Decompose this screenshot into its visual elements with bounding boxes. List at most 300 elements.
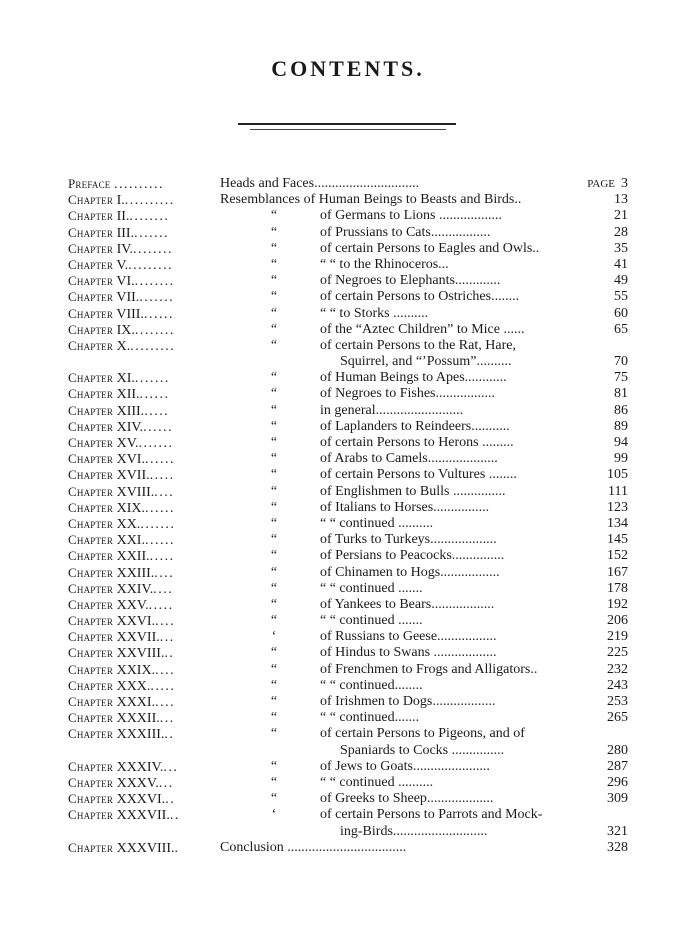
dot-leader: .....	[149, 468, 175, 484]
chapter-label	[68, 484, 220, 501]
toc-entry	[68, 548, 628, 564]
chapter-number: XXXII.	[116, 711, 160, 727]
chapter-number: XIV.	[116, 419, 144, 435]
page-number-value: 225	[607, 645, 628, 661]
chapter-title	[320, 710, 598, 726]
page-number	[598, 257, 628, 273]
chapter-number: II.	[116, 209, 130, 225]
dot-leader: ...	[159, 630, 175, 646]
chapter-title-line: of Germans to Lions ..................	[320, 208, 502, 224]
ditto-mark: “	[270, 256, 278, 272]
toc-entry	[68, 257, 628, 273]
dot-leader: ......	[139, 387, 170, 403]
page-number	[598, 273, 628, 289]
page-number-value: 70	[614, 354, 628, 370]
chapter-title-line-2: Spaniards to Cocks ...............	[340, 742, 505, 758]
chapter-title	[320, 225, 598, 241]
ditto-mark: “	[270, 564, 278, 580]
chapter-title-line: “ “ to the Rhinoceros...	[320, 256, 449, 272]
chapter-label	[68, 306, 220, 323]
dot-leader: ....	[155, 695, 176, 711]
chapter-label	[68, 241, 220, 258]
chapter-title-line: “ “ continued ..........	[320, 515, 434, 531]
ditto-mark: “	[270, 499, 278, 515]
chapter-number: XI.	[116, 371, 135, 387]
page-number	[598, 241, 628, 257]
chapter-label	[68, 322, 220, 339]
chapter-label	[68, 516, 220, 533]
chapter-title	[320, 565, 598, 581]
chapter-label	[68, 532, 220, 549]
chapter-title-line: of certain Persons to Pigeons, and of	[320, 726, 525, 742]
chapter-keyword: Chapter	[68, 694, 114, 710]
chapter-title	[320, 694, 598, 710]
chapter-title-line: “ “ continued .......	[320, 580, 423, 596]
toc-entry	[68, 338, 628, 370]
toc-entry	[68, 403, 628, 419]
chapter-keyword: Chapter	[68, 645, 114, 661]
ditto-mark: “	[270, 467, 278, 483]
dot-leader: .........	[130, 338, 176, 354]
chapter-title-line: “ “ continued........	[320, 677, 423, 693]
chapter-number: XXXIII.	[116, 727, 165, 743]
dot-leader: ........	[133, 241, 174, 257]
page-number	[598, 516, 628, 532]
page-number	[598, 678, 628, 694]
ditto-mark: “	[270, 580, 278, 596]
dot-leader: .......	[139, 290, 175, 306]
ditto-mark: ‘	[271, 807, 277, 823]
chapter-keyword: Chapter	[68, 256, 114, 272]
page-number	[598, 710, 628, 726]
page-number-value: 287	[607, 758, 628, 774]
chapter-title	[320, 726, 598, 758]
chapter-label	[68, 775, 220, 792]
dot-leader: ...	[158, 775, 174, 791]
page-number	[598, 743, 628, 759]
dot-leader: .....	[144, 403, 170, 419]
toc-entry	[68, 840, 628, 856]
page-number-value: 265	[607, 710, 628, 726]
chapter-number: XX.	[116, 516, 141, 532]
page-number	[598, 759, 628, 775]
dot-leader: ..	[164, 727, 175, 743]
chapter-title	[320, 386, 598, 402]
toc-entry	[68, 467, 628, 483]
dot-leader: ....	[155, 662, 176, 678]
chapter-title-line: of Persians to Peacocks...............	[320, 548, 505, 564]
chapter-number: XXIV.	[116, 581, 154, 597]
chapter-title	[320, 208, 598, 224]
ditto-mark: “	[270, 208, 278, 224]
chapter-title-line: Heads and Faces..............................	[220, 176, 420, 191]
ditto-mark: “	[270, 791, 278, 807]
toc-entry	[68, 192, 628, 208]
chapter-keyword: Chapter	[68, 240, 114, 256]
chapter-title	[320, 678, 598, 694]
chapter-title-line: of certain Persons to Herons .........	[320, 435, 514, 451]
chapter-label	[68, 597, 220, 614]
page-number-value: 123	[607, 499, 628, 515]
ditto-mark: “	[270, 402, 278, 418]
toc-entry	[68, 613, 628, 629]
chapter-keyword: Chapter	[68, 661, 114, 677]
chapter-keyword: Preface	[68, 176, 111, 191]
chapter-number: V.	[116, 257, 129, 273]
page-number	[598, 192, 628, 208]
chapter-label	[68, 678, 220, 695]
chapter-keyword: Chapter	[68, 774, 114, 790]
chapter-title	[320, 791, 598, 807]
chapter-title-line: of Turks to Turkeys...................	[320, 532, 497, 548]
chapter-title-line: of Jews to Goats......................	[320, 758, 490, 774]
chapter-label	[68, 370, 220, 387]
chapter-label	[68, 435, 220, 452]
page-number-value: 3	[621, 176, 628, 191]
toc-entry	[68, 678, 628, 694]
ditto-mark: “	[270, 726, 278, 742]
chapter-number: XXXI.	[116, 695, 156, 711]
chapter-title-line: Resemblances of Human Beings to Beasts and Birds..	[220, 192, 522, 208]
chapter-keyword: Chapter	[68, 807, 114, 823]
chapter-number: XXVIII.	[116, 646, 165, 662]
chapter-keyword: Chapter	[68, 370, 114, 386]
chapter-label	[68, 613, 220, 630]
chapter-label	[68, 208, 220, 225]
chapter-title	[320, 759, 598, 775]
chapter-label	[68, 419, 220, 436]
toc-entry	[68, 322, 628, 338]
chapter-number: I.	[116, 193, 125, 209]
dot-leader: .......	[140, 516, 176, 532]
chapter-label	[68, 257, 220, 274]
ditto-mark: “	[270, 370, 278, 386]
toc-entry	[68, 710, 628, 726]
dot-leader: ..	[169, 808, 180, 824]
chapter-title	[320, 629, 598, 645]
page-number	[598, 322, 628, 338]
dot-leader: ....	[153, 581, 174, 597]
page-number-value: 49	[614, 273, 628, 289]
chapter-keyword: Chapter	[68, 758, 114, 774]
chapter-keyword: Chapter	[68, 564, 114, 580]
toc-entry	[68, 306, 628, 322]
chapter-number: XXV.	[116, 597, 149, 613]
chapter-keyword: Chapter	[68, 402, 114, 418]
page-number	[598, 532, 628, 548]
chapter-keyword: Chapter	[68, 208, 114, 224]
chapter-label	[68, 645, 220, 662]
dot-leader: ........	[134, 274, 175, 290]
chapter-title-line-2: Squirrel, and “’Possum”..........	[340, 354, 512, 370]
chapter-title-line: of Frenchmen to Frogs and Alligators..	[320, 661, 538, 677]
chapter-title-line: of Hindus to Swans ..................	[320, 645, 497, 661]
chapter-keyword: Chapter	[68, 548, 114, 564]
chapter-title	[220, 176, 598, 192]
chapter-title	[320, 419, 598, 435]
page-number-value: 81	[614, 386, 628, 402]
toc-entry	[68, 807, 628, 839]
dot-leader: ........	[129, 209, 170, 225]
ditto-mark: “	[270, 774, 278, 790]
chapter-label	[68, 662, 220, 679]
page-column-label: PAGE	[587, 178, 615, 190]
toc-entry	[68, 500, 628, 516]
chapter-title-line: of Russians to Geese.................	[320, 629, 497, 645]
page-number	[598, 419, 628, 435]
page-number	[598, 289, 628, 305]
ditto-mark: “	[270, 289, 278, 305]
chapter-number: VII.	[116, 290, 140, 306]
page-number-value: 321	[607, 823, 628, 839]
page-number-value: 105	[607, 467, 628, 483]
page-number-value: 89	[614, 418, 628, 434]
page-number	[598, 645, 628, 661]
dot-leader: ....	[155, 614, 176, 630]
dot-leader: ........	[134, 322, 175, 338]
page-number	[598, 775, 628, 791]
chapter-keyword: Chapter	[68, 467, 114, 483]
chapter-title	[320, 500, 598, 516]
toc-entry	[68, 435, 628, 451]
chapter-keyword: Chapter	[68, 192, 114, 208]
chapter-title-line: “ “ continued .......	[320, 613, 423, 629]
page-number-value: 94	[614, 435, 628, 451]
ditto-mark: “	[270, 240, 278, 256]
chapter-title	[320, 273, 598, 289]
chapter-title-line: of certain Persons to the Rat, Hare,	[320, 337, 516, 353]
dot-leader: ......	[144, 500, 175, 516]
dot-leader: ..	[164, 646, 175, 662]
page-number	[598, 629, 628, 645]
page-number-value: 99	[614, 451, 628, 467]
chapter-label	[68, 791, 220, 808]
chapter-keyword: Chapter	[68, 483, 114, 499]
chapter-label	[68, 548, 220, 565]
chapter-title-line: of Italians to Horses................	[320, 499, 490, 515]
page-number	[598, 613, 628, 629]
chapter-title	[320, 467, 598, 483]
chapter-number: XXI.	[116, 533, 145, 549]
dot-leader: .......	[134, 371, 170, 387]
chapter-title	[320, 451, 598, 467]
chapter-title	[320, 370, 598, 386]
dot-leader: .........	[128, 257, 174, 273]
toc-entry	[68, 289, 628, 305]
chapter-keyword: Chapter	[68, 273, 114, 289]
page-number-value: 253	[607, 694, 628, 710]
chapter-number: XXX.	[116, 678, 151, 694]
chapter-number: XXVI.	[116, 614, 156, 630]
chapter-keyword: Chapter	[68, 418, 114, 434]
chapter-title	[320, 662, 598, 678]
toc-entry	[68, 386, 628, 402]
chapter-label	[68, 500, 220, 517]
toc-entry	[68, 273, 628, 289]
page-number	[558, 176, 628, 192]
chapter-keyword: Chapter	[68, 515, 114, 531]
page-number-value: 328	[607, 839, 628, 855]
dot-leader: ......	[144, 533, 175, 549]
chapter-number: VI.	[116, 274, 135, 290]
chapter-number: IX.	[116, 322, 135, 338]
ditto-mark: “	[270, 710, 278, 726]
ditto-mark: “	[270, 596, 278, 612]
chapter-keyword: Chapter	[68, 224, 114, 240]
chapter-title	[220, 192, 598, 208]
chapter-title-line: of Chinamen to Hogs.................	[320, 564, 500, 580]
chapter-title	[320, 241, 598, 257]
page-number	[598, 824, 628, 840]
page-number	[598, 225, 628, 241]
toc-entry	[68, 532, 628, 548]
page-number-value: 65	[614, 321, 628, 337]
chapter-title-line-2: ing-Birds...........................	[340, 823, 488, 839]
page-number-value: 219	[607, 629, 628, 645]
page-number-value: 232	[607, 661, 628, 677]
chapter-number: XIX.	[116, 500, 145, 516]
chapter-title	[320, 613, 598, 629]
title-rule-thin	[250, 129, 446, 130]
chapter-title-line: “ “ continued.......	[320, 710, 420, 726]
page-number	[598, 548, 628, 564]
chapter-label	[68, 403, 220, 420]
ditto-mark: “	[270, 613, 278, 629]
page-number-value: 60	[614, 305, 628, 321]
chapter-number: XVII.	[116, 468, 150, 484]
chapter-title	[320, 548, 598, 564]
chapter-number: XXII.	[116, 549, 150, 565]
ditto-mark: “	[270, 418, 278, 434]
chapter-title	[320, 484, 598, 500]
chapter-title-line: of certain Persons to Parrots and Mock-	[320, 807, 543, 823]
chapter-keyword: Chapter	[68, 613, 114, 629]
chapter-title-line: of Human Beings to Apes............	[320, 370, 507, 386]
toc-entry	[68, 726, 628, 758]
table-of-contents	[68, 176, 628, 856]
page-number-value: 206	[607, 613, 628, 629]
chapter-title	[320, 597, 598, 613]
ditto-mark: ‘	[271, 629, 277, 645]
chapter-title-line: of Negroes to Fishes.................	[320, 386, 495, 402]
chapter-title	[320, 322, 598, 338]
toc-entry	[68, 581, 628, 597]
chapter-keyword: Chapter	[68, 321, 114, 337]
ditto-mark: “	[270, 321, 278, 337]
chapter-keyword: Chapter	[68, 710, 114, 726]
chapter-keyword: Chapter	[68, 435, 114, 451]
page-number-value: 296	[607, 774, 628, 790]
chapter-label	[68, 225, 220, 242]
chapter-title-line: “ “ continued ..........	[320, 774, 434, 790]
chapter-title	[320, 338, 598, 370]
page-number-value: 152	[607, 548, 628, 564]
dot-leader: .....	[148, 597, 174, 613]
chapter-title-line: of certain Persons to Vultures ........	[320, 467, 517, 483]
page-number-value: 309	[607, 791, 628, 807]
toc-entry	[68, 645, 628, 661]
chapter-number: XV.	[116, 436, 139, 452]
chapter-keyword: Chapter	[68, 532, 114, 548]
ditto-mark: “	[270, 337, 278, 353]
ditto-mark: “	[270, 386, 278, 402]
dot-leader: .....	[149, 549, 175, 565]
page-title: CONTENTS.	[271, 56, 425, 81]
page-number-value: 55	[614, 289, 628, 305]
chapter-label	[68, 176, 220, 193]
chapter-label	[68, 386, 220, 403]
toc-entry	[68, 694, 628, 710]
chapter-keyword: Chapter	[68, 596, 114, 612]
chapter-title-line: Conclusion ..................................	[220, 839, 407, 855]
toc-entry	[68, 419, 628, 435]
chapter-label	[68, 467, 220, 484]
chapter-label	[68, 629, 220, 646]
chapter-title-line: of certain Persons to Eagles and Owls..	[320, 240, 540, 256]
chapter-title	[320, 289, 598, 305]
chapter-number: XXXV.	[116, 775, 159, 791]
chapter-title-line: “ “ to Storks ..........	[320, 305, 429, 321]
chapter-number: XIII.	[116, 403, 145, 419]
toc-entry	[68, 208, 628, 224]
chapter-title	[320, 306, 598, 322]
chapter-number: XXXVI.	[116, 792, 166, 808]
chapter-number: XXXIV.	[116, 759, 164, 775]
page-number-value: 21	[614, 208, 628, 224]
toc-entry	[68, 176, 628, 192]
dot-leader: ......	[143, 306, 174, 322]
toc-entry	[68, 791, 628, 807]
toc-entry	[68, 597, 628, 613]
chapter-title-line: of Arabs to Camels....................	[320, 451, 498, 467]
chapter-label	[68, 807, 220, 824]
chapter-title-line: of Irishmen to Dogs..................	[320, 694, 496, 710]
chapter-title-line: of certain Persons to Ostriches........	[320, 289, 520, 305]
chapter-label	[68, 710, 220, 727]
ditto-mark: “	[270, 435, 278, 451]
chapter-keyword: Chapter	[68, 629, 114, 645]
chapter-label	[68, 694, 220, 711]
toc-entry	[68, 565, 628, 581]
chapter-title-line: of Prussians to Cats.................	[320, 224, 491, 240]
chapter-number: XXVII.	[116, 630, 160, 646]
dot-leader: .....	[150, 678, 176, 694]
dot-leader: .	[174, 840, 180, 856]
page-number	[598, 370, 628, 386]
page-number-value: 111	[608, 483, 628, 499]
dot-leader: ..........	[113, 177, 164, 192]
chapter-number: IV.	[116, 241, 134, 257]
dot-leader: ..........	[124, 193, 175, 209]
page-number	[598, 694, 628, 710]
page-number	[598, 467, 628, 483]
chapter-keyword: Chapter	[68, 726, 114, 742]
ditto-mark: “	[270, 548, 278, 564]
page-number	[598, 354, 628, 370]
ditto-mark: “	[270, 532, 278, 548]
chapter-title	[320, 807, 598, 839]
chapter-label	[68, 726, 220, 743]
chapter-label	[68, 338, 220, 355]
dot-leader: ....	[154, 565, 175, 581]
chapter-title	[320, 257, 598, 273]
page-number	[598, 500, 628, 516]
chapter-number: XXIII.	[116, 565, 155, 581]
dot-leader: ..	[165, 792, 176, 808]
chapter-title	[320, 581, 598, 597]
ditto-mark: “	[270, 451, 278, 467]
chapter-label	[68, 840, 220, 857]
